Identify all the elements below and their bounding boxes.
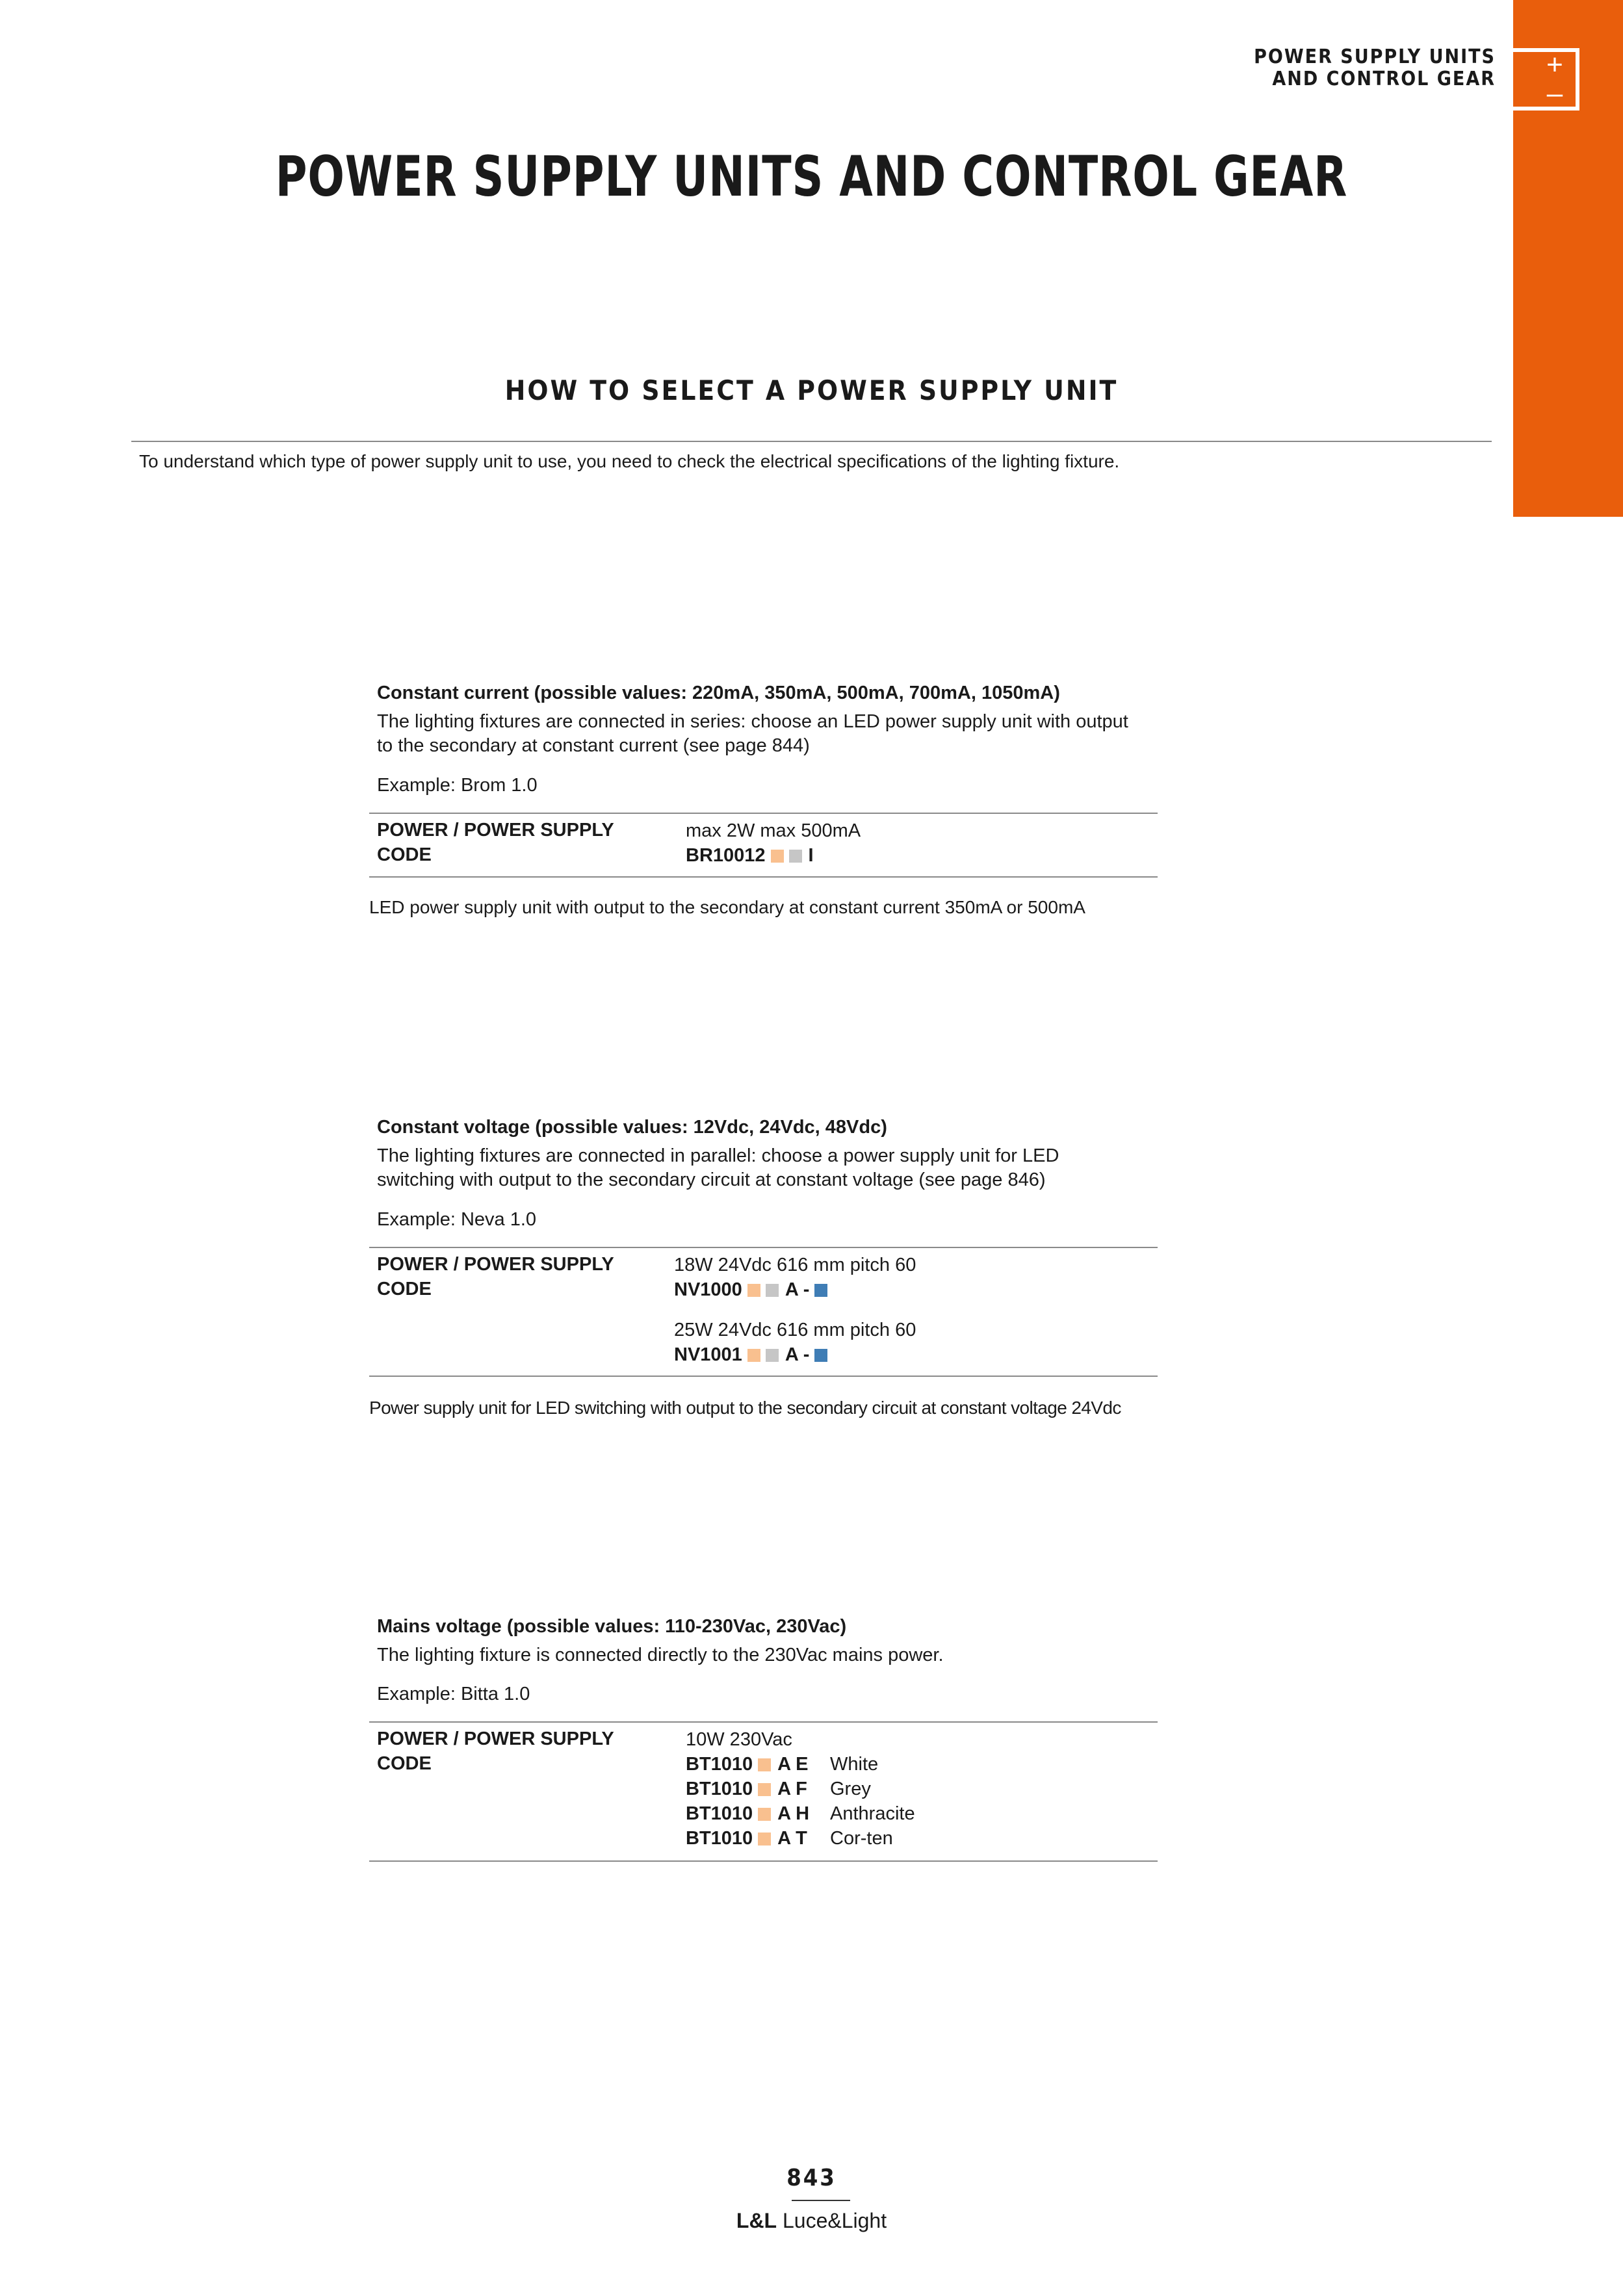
code-suffix: A - bbox=[785, 1279, 810, 1300]
code-text: NV1001 bbox=[674, 1344, 742, 1365]
code-suffix: I bbox=[808, 845, 814, 866]
code-text: BT1010 bbox=[686, 1803, 753, 1824]
code-text: BT1010 bbox=[686, 1779, 753, 1799]
product-code bbox=[686, 1803, 809, 1825]
code-suffix: A - bbox=[785, 1344, 810, 1365]
running-header-line2: AND CONTROL GEAR bbox=[1272, 68, 1496, 90]
color-swatch bbox=[758, 1833, 771, 1846]
code-text: NV1000 bbox=[674, 1279, 742, 1300]
brand-logo bbox=[0, 2209, 1623, 2233]
block-note: Power supply unit for LED switching with output to the secondary circuit at constant voltage 24Vdc bbox=[369, 1398, 1121, 1418]
finish-name: Cor-ten bbox=[830, 1828, 893, 1849]
block-description-line2: switching with output to the secondary circuit at constant voltage (see page 846) bbox=[377, 1169, 1046, 1190]
table-label-line1: POWER / POWER SUPPLY bbox=[377, 1729, 614, 1749]
table-rule-top bbox=[369, 1721, 1158, 1723]
brand-name: Luce&Light bbox=[777, 2209, 887, 2232]
page-title: POWER SUPPLY UNITS AND CONTROL GEAR bbox=[275, 144, 1348, 209]
color-swatch bbox=[766, 1284, 779, 1297]
color-swatch bbox=[766, 1349, 779, 1362]
block-example: Example: Bitta 1.0 bbox=[377, 1684, 530, 1704]
product-code bbox=[686, 845, 814, 867]
product-code bbox=[686, 1828, 807, 1849]
color-swatch bbox=[771, 850, 784, 863]
table-label-line2: CODE bbox=[377, 1753, 432, 1774]
finish-name: Grey bbox=[830, 1779, 871, 1799]
table-rule-bottom bbox=[369, 876, 1158, 878]
minus-icon: – bbox=[1546, 77, 1563, 109]
block-example: Example: Brom 1.0 bbox=[377, 775, 538, 796]
table-label-line1: POWER / POWER SUPPLY bbox=[377, 820, 614, 841]
block-description-line2: to the secondary at constant current (see page 844) bbox=[377, 735, 810, 756]
block-title: Constant current (possible values: 220mA, 350mA, 500mA, 700mA, 1050mA) bbox=[377, 683, 1060, 703]
code-suffix: A T bbox=[777, 1828, 807, 1849]
footer-divider bbox=[792, 2200, 850, 2201]
spec-value: 25W 24Vdc 616 mm pitch 60 bbox=[674, 1320, 916, 1340]
table-rule-top bbox=[369, 813, 1158, 814]
table-label-line2: CODE bbox=[377, 1279, 432, 1299]
block-description-line1: The lighting fixture is connected directly to the 230Vac mains power. bbox=[377, 1645, 944, 1665]
page-number: 843 bbox=[786, 2165, 837, 2191]
intro-text: To understand which type of power supply unit to use, you need to check the electrical specifications of the lighting fixture. bbox=[139, 451, 1120, 471]
code-suffix: A H bbox=[777, 1803, 810, 1824]
spec-value: 10W 230Vac bbox=[686, 1729, 792, 1750]
finish-name: Anthracite bbox=[830, 1803, 915, 1824]
block-note: LED power supply unit with output to the secondary at constant current 350mA or 500mA bbox=[369, 897, 1085, 917]
spec-value: 18W 24Vdc 616 mm pitch 60 bbox=[674, 1255, 916, 1275]
code-text: BT1010 bbox=[686, 1828, 753, 1849]
table-label-line2: CODE bbox=[377, 844, 432, 865]
block-description-line1: The lighting fixtures are connected in series: choose an LED power supply unit with output bbox=[377, 711, 1128, 732]
plus-icon: + bbox=[1546, 49, 1563, 81]
color-swatch bbox=[758, 1783, 771, 1796]
code-suffix: A E bbox=[777, 1754, 809, 1775]
color-swatch bbox=[758, 1758, 771, 1771]
code-suffix: A F bbox=[777, 1779, 807, 1799]
product-code bbox=[686, 1754, 808, 1775]
color-swatch bbox=[747, 1284, 760, 1297]
running-header-line1: POWER SUPPLY UNITS bbox=[1254, 46, 1496, 68]
brand-initials: L&L bbox=[736, 2209, 777, 2232]
code-text: BR10012 bbox=[686, 845, 766, 866]
block-title: Mains voltage (possible values: 110-230Vac, 230Vac) bbox=[377, 1616, 847, 1637]
table-rule-bottom bbox=[369, 1860, 1158, 1862]
table-label-line1: POWER / POWER SUPPLY bbox=[377, 1254, 614, 1275]
divider bbox=[131, 441, 1492, 442]
color-swatch bbox=[758, 1808, 771, 1821]
color-swatch bbox=[814, 1349, 827, 1362]
block-description-line1: The lighting fixtures are connected in parallel: choose a power supply unit for LED bbox=[377, 1145, 1059, 1166]
color-swatch bbox=[747, 1349, 760, 1362]
product-code bbox=[686, 1779, 807, 1800]
color-swatch bbox=[814, 1284, 827, 1297]
product-code bbox=[674, 1279, 827, 1301]
table-rule-top bbox=[369, 1247, 1158, 1248]
code-text: BT1010 bbox=[686, 1754, 753, 1775]
finish-name: White bbox=[830, 1754, 879, 1775]
spec-value: max 2W max 500mA bbox=[686, 820, 861, 841]
block-title: Constant voltage (possible values: 12Vdc, 24Vdc, 48Vdc) bbox=[377, 1117, 887, 1138]
color-swatch bbox=[789, 850, 802, 863]
product-code bbox=[674, 1344, 827, 1366]
block-example: Example: Neva 1.0 bbox=[377, 1209, 537, 1230]
section-title: HOW TO SELECT A POWER SUPPLY UNIT bbox=[504, 374, 1119, 406]
table-rule-bottom bbox=[369, 1376, 1158, 1377]
